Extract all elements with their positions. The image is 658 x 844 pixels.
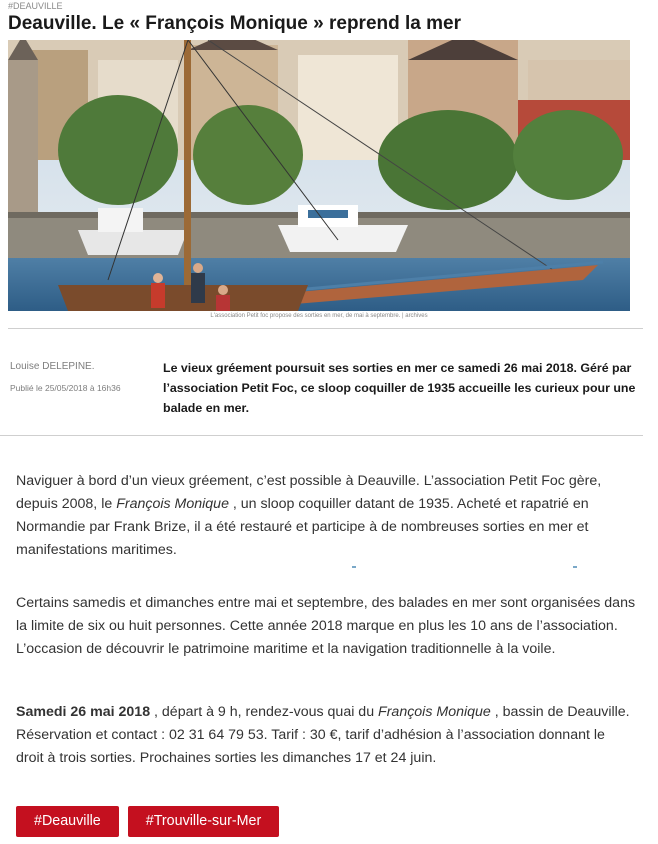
paragraph-text: , départ à 9 h, rendez-vous quai du [150,704,379,720]
article-headline: Deauville. Le « François Monique » reprend la mer [8,13,461,34]
article-author[interactable]: Louise DELEPINE. [10,361,95,372]
article-photo [8,40,630,311]
separator-dot [352,566,356,568]
paragraph-text: , bassin de Deauville. Réservation et contact : 02 31 64 79 53. Tarif : 30 €, tarif d’adhésion à l’association donnant le droit à trois sorties. Prochaines sorties les dimanches 17 et 24 juin. [16,704,630,766]
boat-name: François Monique [378,704,491,720]
divider [8,328,643,329]
photo-caption: L'association Petit foc propose des sorties en mer, de mai à septembre. | archives [210,313,428,319]
article-kicker[interactable]: #DEAUVILLE [8,1,63,11]
event-date: Samedi 26 mai 2018 [16,704,151,720]
publication-date: Publié le 25/05/2018 à 16h36 [10,383,121,393]
boat-name: François Monique [116,496,229,512]
article-paragraph: Certains samedis et dimanches entre mai et septembre, des balades en mer sont organisées dans la limite de six ou huit personnes. Cette année 2018 marque en plus les 10 ans de l’association. L’occasion de découvrir le patrimoine maritime et la navigation traditionnelle à la voile. [16,595,636,657]
paragraph-text: , un sloop coquiller datant de 1935. Acheté et rapatrié en Normandie par Frank Brize, il a été restauré et participe à de nombreuses sorties en mer et manifestations maritimes. [16,496,589,558]
article-lead: Le vieux gréement poursuit ses sorties en mer ce samedi 26 mai 2018. Géré par l’association Petit Foc, ce sloop coquiller de 1935 accueille les curieux pour une balade en mer. [163,361,636,415]
tag-list [16,806,279,837]
separator-dot [573,566,577,568]
article-paragraph [16,701,636,770]
tag-trouville-sur-mer[interactable]: #Trouville-sur-Mer [128,806,279,837]
article-paragraph [16,470,636,562]
tag-deauville[interactable]: #Deauville [16,806,119,837]
divider [0,435,643,436]
paragraph-text: Naviguer à bord d’un vieux gréement, c’est possible à Deauville. L’association Petit Foc gère, depuis 2008, le [16,473,602,512]
